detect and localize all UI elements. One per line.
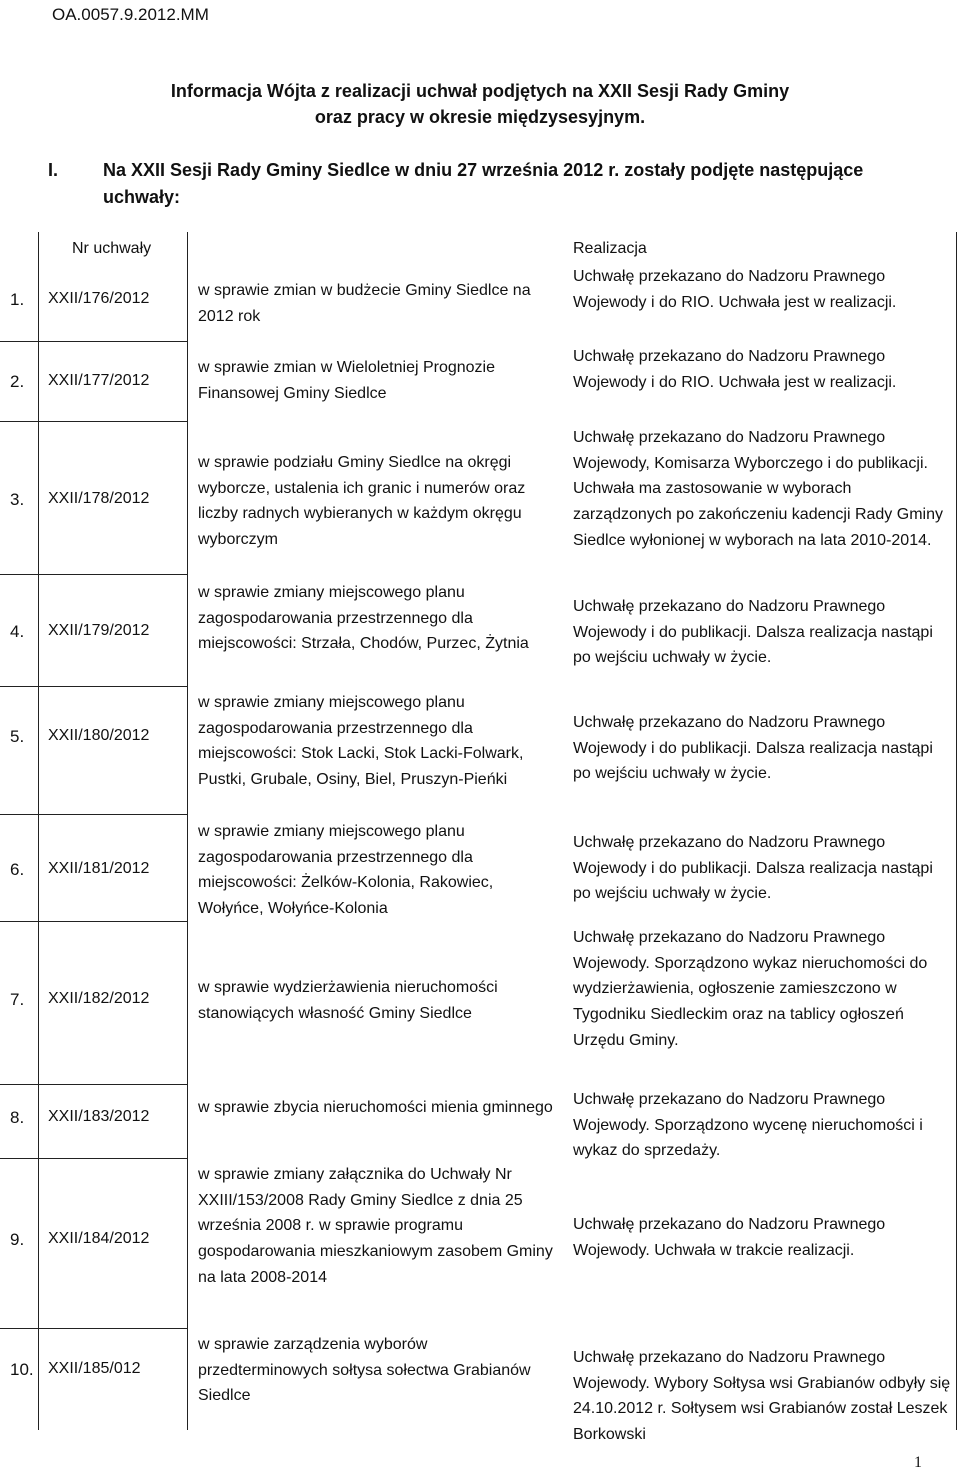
resolution-id: XXII/182/2012 (48, 990, 150, 1007)
row-separator (38, 574, 188, 575)
resolution-subject: w sprawie zbycia nieruchomości mienia gminnego (198, 1099, 553, 1116)
section-heading (48, 157, 938, 207)
resolution-id: XXII/184/2012 (48, 1230, 150, 1247)
header-realization: Realizacja (573, 240, 647, 257)
number-cell-separator (0, 814, 38, 815)
row-number: 5. (10, 727, 25, 746)
section-text-line-2: uchwały: (103, 187, 181, 207)
row-number: 7. (10, 990, 25, 1009)
table-border-middle (187, 232, 188, 1430)
resolution-realization: Uchwałę przekazano do Nadzoru Prawnego Wojewody. Sporządzono wykaz nieruchomości do wydzierżawienia, ogłoszenie zamieszczono w Tygodniku Siedleckim oraz na tablicy ogłoszeń Urzędu Gminy. (573, 929, 928, 1049)
row-number: 9. (10, 1230, 25, 1249)
resolution-subject: w sprawie zmiany miejscowego planu zagospodarowania przestrzennego dla miejscowości: Żelków-Kolonia, Rakowiec, Wołyńce, Wołyńce-Kolonia (198, 823, 494, 918)
resolution-subject: w sprawie zmiany miejscowego planu zagospodarowania przestrzennego dla miejscowości: Strzała, Chodów, Purzec, Żytnia (198, 584, 529, 653)
row-number: 4. (10, 622, 25, 641)
resolution-realization: Uchwałę przekazano do Nadzoru Prawnego Wojewody. Sporządzono wycenę nieruchomości i wykaz do sprzedaży. (573, 1091, 923, 1160)
resolution-realization: Uchwałę przekazano do Nadzoru Prawnego Wojewody. Uchwała w trakcie realizacji. (573, 1216, 886, 1259)
title-line-2: oraz pracy w okresie międzysesyjnym. (314, 107, 646, 127)
row-number: 1. (10, 290, 25, 309)
row-number: 10. (10, 1360, 34, 1379)
resolution-realization: Uchwałę przekazano do Nadzoru Prawnego Wojewody i do publikacji. Dalsza realizacja nastąpi po wejściu uchwały w życie. (573, 714, 933, 783)
row-number: 3. (10, 490, 25, 509)
row-separator (38, 1158, 188, 1159)
resolution-id: XXII/185/012 (48, 1360, 141, 1377)
number-cell-separator (0, 686, 38, 687)
resolution-realization: Uchwałę przekazano do Nadzoru Prawnego Wojewody. Wybory Sołtysa wsi Grabianów odbyły się 24.10.2012 r. Sołtysem wsi Grabianów został Leszek Borkowski (573, 1349, 951, 1444)
document-title (0, 78, 960, 130)
row-number: 6. (10, 860, 25, 879)
row-separator (38, 421, 188, 422)
title-line-1: Informacja Wójta z realizacji uchwał podjętych na XXII Sesji Rady Gminy (170, 81, 790, 101)
row-separator (38, 341, 188, 342)
document-reference: OA.0057.9.2012.MM (52, 5, 209, 24)
resolution-realization: Uchwałę przekazano do Nadzoru Prawnego Wojewody i do RIO. Uchwała jest w realizacji. (573, 268, 897, 311)
resolution-realization: Uchwałę przekazano do Nadzoru Prawnego Wojewody, Komisarza Wyborczego i do publikacji. Uchwała ma zastosowanie w wyborach zarządzonych po zakończeniu kadencji Rady Gminy Siedlce wyłonionej w wyborach na lata 2010-2014. (573, 429, 943, 549)
resolution-id: XXII/183/2012 (48, 1108, 150, 1125)
number-cell-separator (0, 1158, 38, 1159)
resolution-subject: w sprawie wydzierżawienia nieruchomości stanowiących własność Gminy Siedlce (198, 979, 498, 1022)
section-text-line-1: Na XXII Sesji Rady Gminy Siedlce w dniu 27 września 2012 r. zostały podjęte następujące (103, 160, 864, 180)
resolution-realization: Uchwałę przekazano do Nadzoru Prawnego Wojewody i do publikacji. Dalsza realizacja nastąpi po wejściu uchwały w życie. (573, 834, 933, 903)
resolution-id: XXII/178/2012 (48, 490, 150, 507)
resolution-subject: w sprawie zmian w Wieloletniej Prognozie Finansowej Gminy Siedlce (198, 359, 496, 402)
row-separator (38, 921, 188, 922)
header-number: Nr uchwały (72, 240, 152, 257)
resolution-subject: w sprawie zmiany miejscowego planu zagospodarowania przestrzennego dla miejscowości: Stok Lacki, Stok Lacki-Folwark, Pustki, Grubale, Osiny, Biel, Pruszyn-Pieńki (198, 694, 524, 789)
resolution-subject: w sprawie zmiany załącznika do Uchwały Nr XXIII/153/2008 Rady Gminy Siedlce z dnia 25 września 2008 r. w sprawie programu gospodarowania mieszkaniowym zasobem Gminy na lata 2008-2014 (198, 1166, 553, 1286)
number-cell-separator (0, 921, 38, 922)
resolution-id: XXII/176/2012 (48, 290, 150, 307)
resolution-realization: Uchwałę przekazano do Nadzoru Prawnego Wojewody i do publikacji. Dalsza realizacja nastąpi po wejściu uchwały w życie. (573, 598, 933, 667)
row-separator (38, 814, 188, 815)
resolution-subject: w sprawie podziału Gminy Siedlce na okręgi wyborcze, ustalenia ich granic i numerów oraz liczby radnych wybieranych w każdym okręgu wyborczym (198, 454, 526, 549)
resolution-id: XXII/177/2012 (48, 372, 150, 389)
resolution-id: XXII/179/2012 (48, 622, 150, 639)
section-number: I. (48, 160, 59, 180)
number-cell-separator (0, 421, 38, 422)
row-number: 2. (10, 372, 25, 391)
resolution-realization: Uchwałę przekazano do Nadzoru Prawnego Wojewody i do RIO. Uchwała jest w realizacji. (573, 348, 897, 391)
row-separator (38, 686, 188, 687)
resolution-subject: w sprawie zarządzenia wyborów przedterminowych sołtysa sołectwa Grabianów Siedlce (198, 1336, 531, 1405)
resolution-id: XXII/180/2012 (48, 727, 150, 744)
row-separator (38, 1084, 188, 1085)
number-cell-separator (0, 341, 38, 342)
table-border-left (38, 232, 39, 1430)
row-separator (38, 1328, 188, 1329)
resolution-subject: w sprawie zmian w budżecie Gminy Siedlce na 2012 rok (198, 282, 531, 325)
row-number: 8. (10, 1108, 25, 1127)
page-number: 1 (914, 1454, 922, 1471)
number-cell-separator (0, 574, 38, 575)
resolution-id: XXII/181/2012 (48, 860, 150, 877)
table-border-right (956, 232, 957, 1430)
number-cell-separator (0, 1328, 38, 1329)
number-cell-separator (0, 1084, 38, 1085)
